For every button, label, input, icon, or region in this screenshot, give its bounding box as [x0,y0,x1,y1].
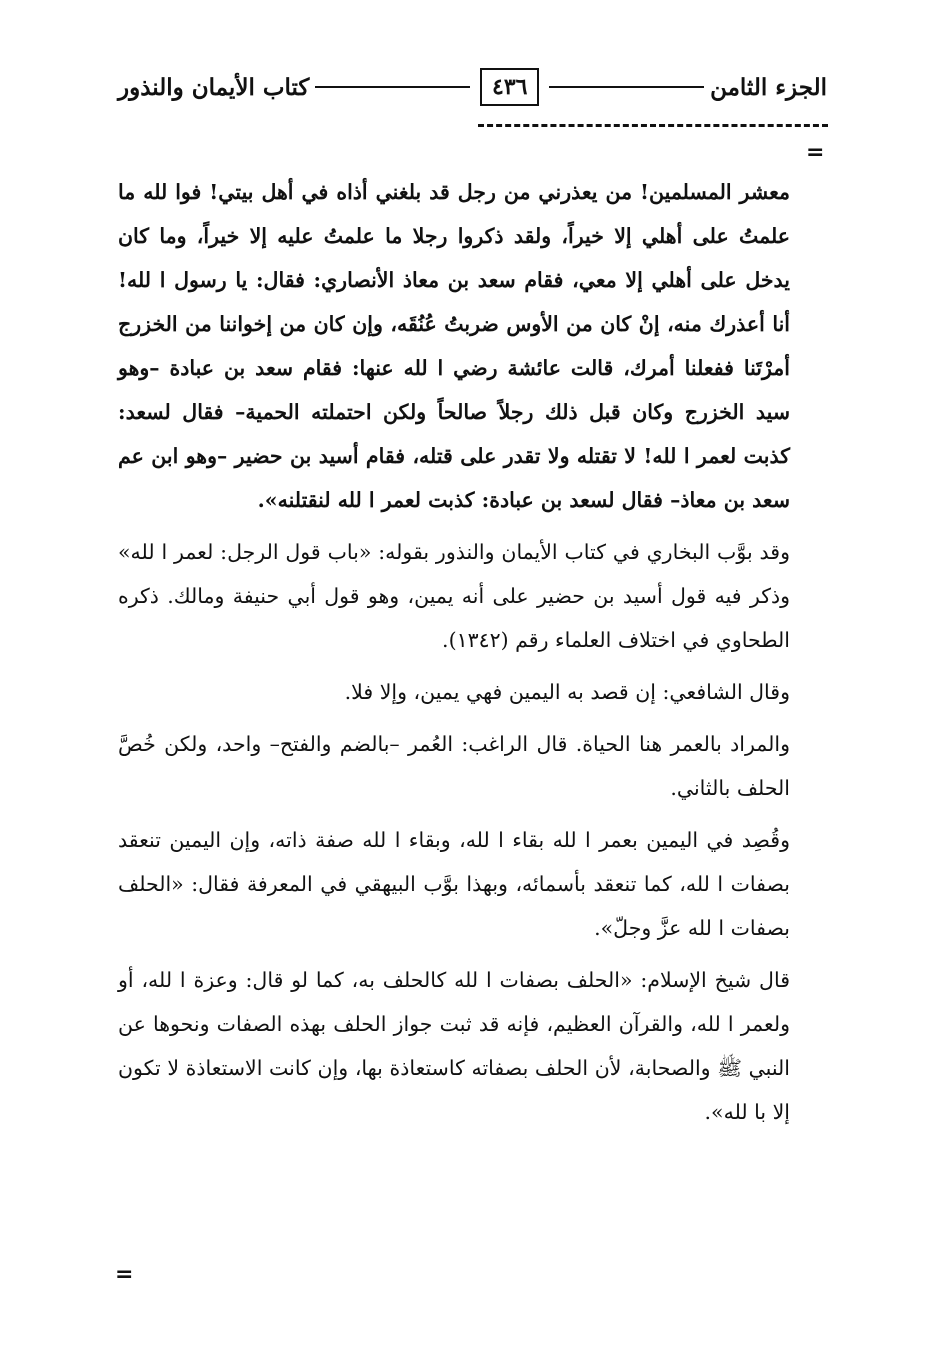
paragraph-shafii: وقال الشافعي: إن قصد به اليمين فهي يمين، وإلا فلا. [344,680,790,704]
paragraph-bukhari: وقد بوَّب البخاري في كتاب الأيمان والنذور بقوله: «باب قول الرجل: لعمر ا لله» وذكر فيه قول أسيد بن حضير على أنه يمين، وهو قول أبي حنيفة ومالك. ذكره الطحاوي في اختلاف العلماء رقم (١٣٤٢). [118,540,790,652]
book-title: كتاب الأيمان والنذور [117,73,310,101]
continuation-mark-top: = [806,140,825,165]
paragraph-shaykh-islam: قال شيخ الإسلام: «الحلف بصفات ا لله كالحلف به، كما لو قال: وعزة ا لله، أو ولعمر ا لله، والقرآن العظيم، فإنه قد ثبت جواز الحلف بهذه الصفات ونحوها عن النبي ﷺ والصحابة، لأن الحلف بصفاته كاستعاذة بها، وإن كانت الاستعاذة لا تكون إلا با لله». [118,968,790,1124]
volume-title: الجزء الثامن [710,73,827,101]
header-rule-left [315,86,470,88]
running-header [118,62,827,112]
paragraph-hadith: معشر المسلمين! من يعذرني من رجل قد بلغني أذاه في أهل بيتي! فوا لله ما علمتُ على أهلي إلا خيراً، ولقد ذكروا رجلا ما علمتُ عليه إلا خيراً، وما كان يدخل على أهلي إلا معي، فقام سعد بن معاذ الأنصاري: فقال: يا رسول ا لله! أنا أعذرك منه، إنْ كان من الأوس ضربتُ عُنُقَه، وإن كان من إخواننا من الخزرج أمرْتَنا ففعلنا أمرك، قالت عائشة رضي ا لله عنها: فقام سعد بن عبادة –وهو سيد الخزرج وكان قبل ذلك رجلاً صالحاً ولكن احتملته الحمية– فقال لسعد: كذبت لعمر ا لله! لا تقتله ولا تقدر على قتله، فقام أسيد بن حضير –وهو ابن عم سعد بن معاذ– فقال لسعد بن عبادة: كذبت لعمر ا لله لنقتلنه». [118,180,790,512]
page-number: ٤٣٦ [480,68,539,106]
paragraph-meaning: والمراد بالعمر هنا الحياة. قال الراغب: العُمر –بالضم والفتح– واحد، ولكن خُصَّ الحلف بالثاني. [118,732,790,800]
continuation-mark-bottom: = [115,1262,134,1287]
main-text [118,170,790,1142]
footnote-continuation-divider [478,124,828,127]
paragraph-attributes: وقُصِد في اليمين بعمر ا لله بقاء ا لله، وبقاء ا لله صفة ذاته، وإن اليمين تنعقد بصفات ا لله، كما تنعقد بأسمائه، وبهذا بوَّب البيهقي في المعرفة فقال: «الحلف بصفات ا لله عزَّ وجلّ». [118,828,790,940]
header-rule-right [549,86,704,88]
